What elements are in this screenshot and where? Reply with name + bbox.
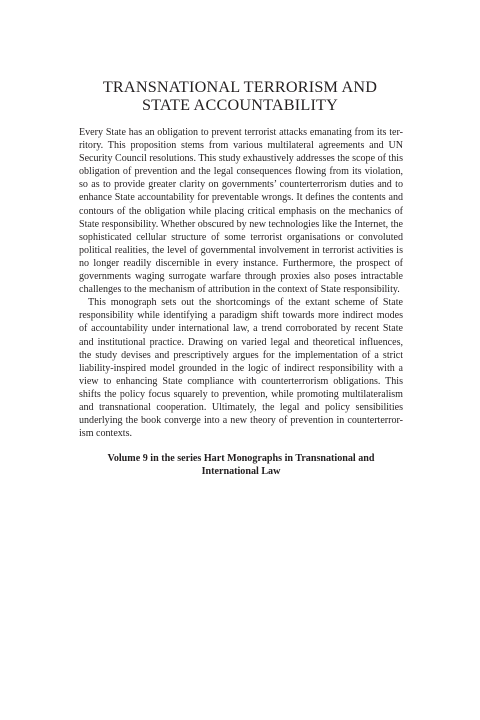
text-line: of accountability under international law, a trend corroborated by recent State	[79, 323, 403, 335]
text-line: challenges to the mechanism of attribution in the context of State responsibility.	[79, 284, 400, 296]
text-line: the study devises and prescriptively argues for the implementation of a strict	[79, 349, 403, 361]
text-line: governments waging surrogate warfare through proxies also poses intractable	[79, 271, 403, 283]
text-line: Every State has an obligation to prevent terrorist attacks emanating from its ter-	[79, 127, 403, 138]
text-line: shifts the policy focus squarely to prevention, while promoting multilateralism	[79, 388, 403, 400]
text-line: view to enhancing State compliance with counterterrorism obligations. This	[79, 375, 403, 387]
text-line: enhance State accountability for preventable wrongs. It defines the contents and	[79, 192, 403, 204]
text-line: and institutional practice. Drawing on varied legal and theoretical influences,	[79, 336, 403, 348]
series-line-1: Volume 9 in the series Hart Monographs in Transnational and	[107, 453, 375, 464]
text-line: underlying the book converge into a new theory of prevention in counterterror-	[79, 415, 403, 427]
text-line: ritory. This proposition stems from various multilateral agreements and UN	[79, 140, 403, 152]
series-line-2: International Law	[201, 466, 281, 478]
text-line: responsibility while identifying a paradigm shift towards more indirect modes	[79, 310, 403, 322]
text-line: obligation of prevention and the legal consequences flowing from its violation,	[79, 166, 403, 178]
text-line: Security Council resolutions. This study exhaustively addresses the scope of this	[79, 153, 403, 165]
title-line-2: STATE ACCOUNTABILITY	[141, 96, 339, 114]
text-line: political realities, the level of governmental involvement in terrorist activities is	[79, 244, 403, 256]
text-line: sophisticated cellular structure of some terrorist organisations or convoluted	[79, 231, 403, 243]
text-line: so as to provide greater clarity on governments’ counterterrorism duties and to	[79, 179, 403, 191]
text-line: liability-inspired model grounded in the logic of indirect responsibility with a	[79, 362, 403, 374]
text-line: and transnational cooperation. Ultimately, the legal and policy sensibilities	[79, 401, 403, 413]
paragraph	[79, 126, 403, 296]
title-line-1: TRANSNATIONAL TERRORISM AND	[102, 78, 378, 96]
text-line: contours of the obligation while placing critical emphasis on the mechanics of	[79, 205, 403, 217]
text-line: no longer readily discernible in every instance. Furthermore, the prospect of	[79, 257, 403, 269]
page-title	[60, 78, 420, 114]
paragraph	[79, 296, 403, 440]
text-line: ism contexts.	[79, 428, 133, 440]
series-note	[80, 452, 402, 479]
text-line: State responsibility. Whether obscured by new technologies like the Internet, the	[79, 218, 403, 230]
text-line: This monograph sets out the shortcomings of the extant scheme of State	[88, 297, 403, 309]
blurb-text	[79, 126, 403, 440]
